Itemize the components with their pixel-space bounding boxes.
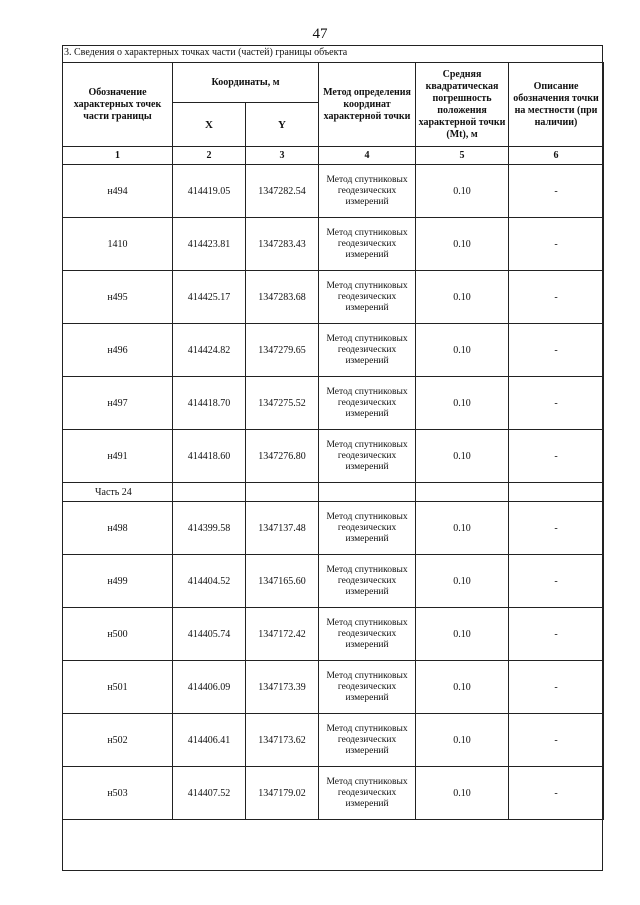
mt-value: 0.10 xyxy=(416,165,509,218)
coord-x: 414399.58 xyxy=(173,502,246,555)
column-number: 4 xyxy=(319,147,416,165)
description-cell: - xyxy=(509,608,604,661)
coord-y: 1347282.54 xyxy=(246,165,319,218)
column-number: 6 xyxy=(509,147,604,165)
method-cell: Метод спутниковых геодезических измерений xyxy=(319,165,416,218)
point-id: н503 xyxy=(63,767,173,820)
mt-value: 0.10 xyxy=(416,555,509,608)
mt-value: 0.10 xyxy=(416,271,509,324)
point-id: н494 xyxy=(63,165,173,218)
coord-y: 1347137.48 xyxy=(246,502,319,555)
mt-value: 0.10 xyxy=(416,767,509,820)
description-cell: - xyxy=(509,377,604,430)
description-cell: - xyxy=(509,555,604,608)
description-cell: - xyxy=(509,324,604,377)
table-row xyxy=(63,608,604,661)
coord-y: 1347279.65 xyxy=(246,324,319,377)
empty-cell xyxy=(319,483,416,502)
coord-x: 414404.52 xyxy=(173,555,246,608)
table-row xyxy=(63,218,604,271)
method-cell: Метод спутниковых геодезических измерений xyxy=(319,608,416,661)
mt-value: 0.10 xyxy=(416,218,509,271)
mt-value: 0.10 xyxy=(416,377,509,430)
method-cell: Метод спутниковых геодезических измерений xyxy=(319,555,416,608)
coord-y: 1347179.02 xyxy=(246,767,319,820)
coord-x: 414405.74 xyxy=(173,608,246,661)
coord-x: 414418.60 xyxy=(173,430,246,483)
coord-y: 1347275.52 xyxy=(246,377,319,430)
part-row xyxy=(63,483,604,502)
empty-cell xyxy=(173,483,246,502)
header-x: X xyxy=(173,103,246,147)
coord-y: 1347165.60 xyxy=(246,555,319,608)
mt-value: 0.10 xyxy=(416,661,509,714)
header-description: Описание обозначения точки на местности (при наличии) xyxy=(509,63,604,147)
rows-before xyxy=(63,165,604,483)
point-id: н498 xyxy=(63,502,173,555)
table-row xyxy=(63,430,604,483)
header-coordinates: Координаты, м xyxy=(173,63,319,103)
description-cell: - xyxy=(509,218,604,271)
column-number: 3 xyxy=(246,147,319,165)
coord-x: 414407.52 xyxy=(173,767,246,820)
method-cell: Метод спутниковых геодезических измерений xyxy=(319,324,416,377)
coord-y: 1347172.42 xyxy=(246,608,319,661)
point-id: н501 xyxy=(63,661,173,714)
table-row xyxy=(63,555,604,608)
header-designation: Обозначение характерных точек части границы xyxy=(63,63,173,147)
column-number: 5 xyxy=(416,147,509,165)
column-number: 2 xyxy=(173,147,246,165)
method-cell: Метод спутниковых геодезических измерений xyxy=(319,502,416,555)
section-title: 3. Сведения о характерных точках части (частей) границы объекта xyxy=(64,47,348,58)
point-id: н499 xyxy=(63,555,173,608)
coord-y: 1347173.39 xyxy=(246,661,319,714)
description-cell: - xyxy=(509,661,604,714)
coord-x: 414406.09 xyxy=(173,661,246,714)
coord-y: 1347283.43 xyxy=(246,218,319,271)
coord-x: 414423.81 xyxy=(173,218,246,271)
table-row xyxy=(63,377,604,430)
description-cell: - xyxy=(509,165,604,218)
point-id: н491 xyxy=(63,430,173,483)
coord-x: 414418.70 xyxy=(173,377,246,430)
method-cell: Метод спутниковых геодезических измерений xyxy=(319,430,416,483)
header-y: Y xyxy=(246,103,319,147)
point-id: н502 xyxy=(63,714,173,767)
description-cell: - xyxy=(509,714,604,767)
point-id: 1410 xyxy=(63,218,173,271)
method-cell: Метод спутниковых геодезических измерений xyxy=(319,661,416,714)
coord-x: 414425.17 xyxy=(173,271,246,324)
mt-value: 0.10 xyxy=(416,430,509,483)
empty-cell xyxy=(416,483,509,502)
header-error: Средняя квадратическая погрешность положения характерной точки (Mt), м xyxy=(416,63,509,147)
table-row xyxy=(63,767,604,820)
table-row xyxy=(63,271,604,324)
coord-y: 1347276.80 xyxy=(246,430,319,483)
method-cell: Метод спутниковых геодезических измерений xyxy=(319,377,416,430)
rows-after xyxy=(63,502,604,820)
page-number: 47 xyxy=(312,26,328,42)
method-cell: Метод спутниковых геодезических измерений xyxy=(319,271,416,324)
description-cell: - xyxy=(509,767,604,820)
point-id: н495 xyxy=(63,271,173,324)
method-cell: Метод спутниковых геодезических измерений xyxy=(319,714,416,767)
coord-y: 1347283.68 xyxy=(246,271,319,324)
method-cell: Метод спутниковых геодезических измерений xyxy=(319,218,416,271)
part-label: Часть 24 xyxy=(63,483,173,502)
method-cell: Метод спутниковых геодезических измерений xyxy=(319,767,416,820)
column-number: 1 xyxy=(63,147,173,165)
point-id: н496 xyxy=(63,324,173,377)
empty-cell xyxy=(509,483,604,502)
mt-value: 0.10 xyxy=(416,608,509,661)
table-row xyxy=(63,324,604,377)
table-row xyxy=(63,661,604,714)
part-section xyxy=(63,483,604,502)
description-cell: - xyxy=(509,271,604,324)
table-row xyxy=(63,714,604,767)
coord-y: 1347173.62 xyxy=(246,714,319,767)
empty-cell xyxy=(246,483,319,502)
boundary-points-table xyxy=(62,62,604,820)
point-id: н500 xyxy=(63,608,173,661)
mt-value: 0.10 xyxy=(416,502,509,555)
description-cell: - xyxy=(509,430,604,483)
mt-value: 0.10 xyxy=(416,714,509,767)
point-id: н497 xyxy=(63,377,173,430)
coord-x: 414406.41 xyxy=(173,714,246,767)
description-cell: - xyxy=(509,502,604,555)
mt-value: 0.10 xyxy=(416,324,509,377)
table-row xyxy=(63,165,604,218)
header-method: Метод определения координат характерной точки xyxy=(319,63,416,147)
coord-x: 414419.05 xyxy=(173,165,246,218)
table-row xyxy=(63,502,604,555)
coord-x: 414424.82 xyxy=(173,324,246,377)
